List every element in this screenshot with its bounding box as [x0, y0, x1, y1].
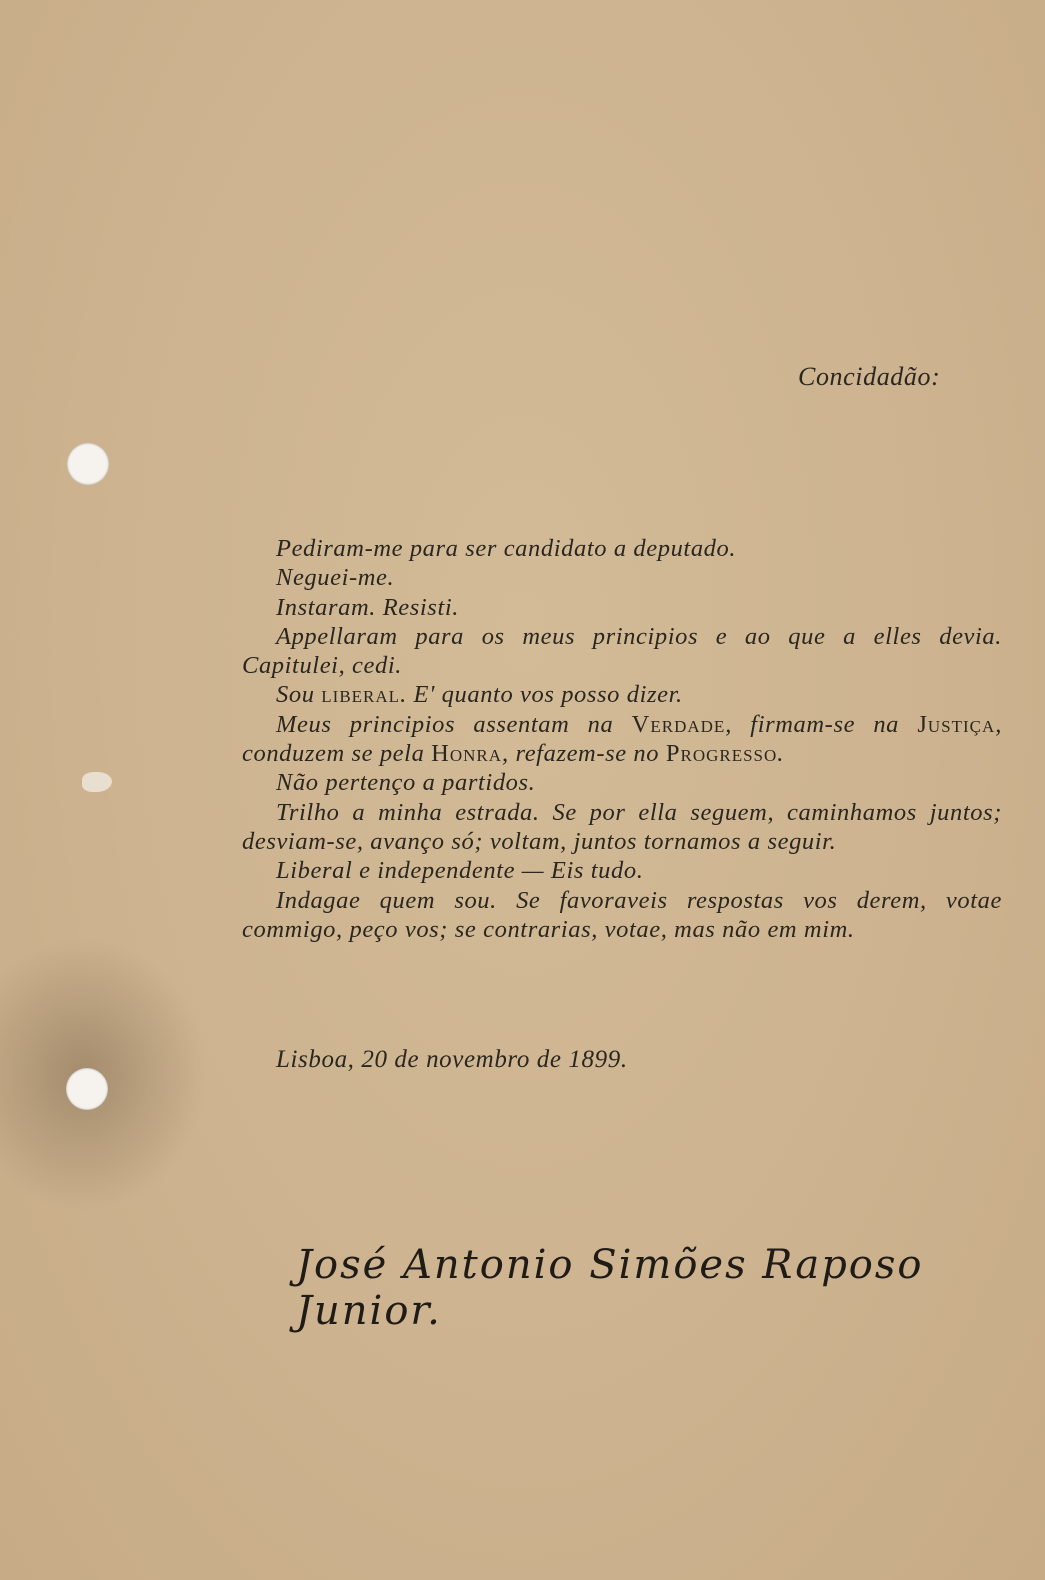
letter-paragraph [242, 886, 1002, 945]
emphasis-word: Honra [431, 740, 503, 768]
letter-paragraph [242, 680, 1002, 709]
signature-text: José Antonio Simões Raposo Junior. [296, 1242, 924, 1334]
paragraph-text: Trilho a minha estrada. Se por ella seguem, caminhamos juntos; desviam-se, avanço só; voltam, juntos tornamos a seguir. [242, 798, 1002, 855]
emphasis-word: Verdade [631, 710, 726, 738]
salutation: Concidadão: [798, 362, 941, 391]
paragraph-text: , conduzem se pela [242, 710, 1002, 768]
paragraph-text: Liberal e independente — Eis tudo. [276, 857, 644, 885]
paragraph-text: Meus principios assentam na [276, 710, 632, 738]
letter-paragraph [242, 710, 1002, 769]
paragraph-text: . [777, 740, 785, 768]
paragraph-text: Instaram. Resisti. [276, 593, 459, 621]
punch-hole-top [67, 443, 109, 485]
punch-hole-bottom [66, 1068, 108, 1110]
paragraph-text: , refazem-se no [502, 740, 666, 768]
paragraph-text: Sou [276, 681, 322, 709]
paragraph-text: Não pertenço a partidos. [276, 769, 536, 797]
letter-paragraph [242, 798, 1002, 857]
paper-tear-mark [82, 772, 112, 792]
letter-paragraph [242, 593, 1002, 622]
paragraph-text: Pediram-me para ser candidato a deputado. [276, 535, 737, 562]
dateline: Lisboa, 20 de novembro de 1899. [276, 1046, 628, 1073]
paragraph-text: . E' quanto vos posso dizer. [400, 681, 683, 709]
letter-paragraph [242, 563, 1002, 592]
emphasis-word: Progresso [665, 740, 778, 768]
letter-body [242, 534, 1002, 944]
paragraph-text: Appellaram para os meus principios e ao que a elles devia. Capitulei, cedi. [242, 622, 1002, 680]
signature [296, 1236, 996, 1334]
paragraph-text: Indagae quem sou. Se favoraveis respostas vos derem, votae commigo, peço vos; se contrarias, votae, mas não em mim. [242, 886, 1002, 943]
paragraph-text: , firmam-se na [725, 710, 918, 738]
letter-paragraph [242, 856, 1002, 885]
emphasis-word: Justiça [917, 710, 996, 738]
emphasis-word: liberal [321, 681, 401, 709]
paragraph-text: Neguei-me. [276, 564, 395, 592]
letter-paragraph [242, 534, 1002, 563]
letter-paragraph [242, 622, 1002, 681]
letter-paragraph [242, 768, 1002, 797]
